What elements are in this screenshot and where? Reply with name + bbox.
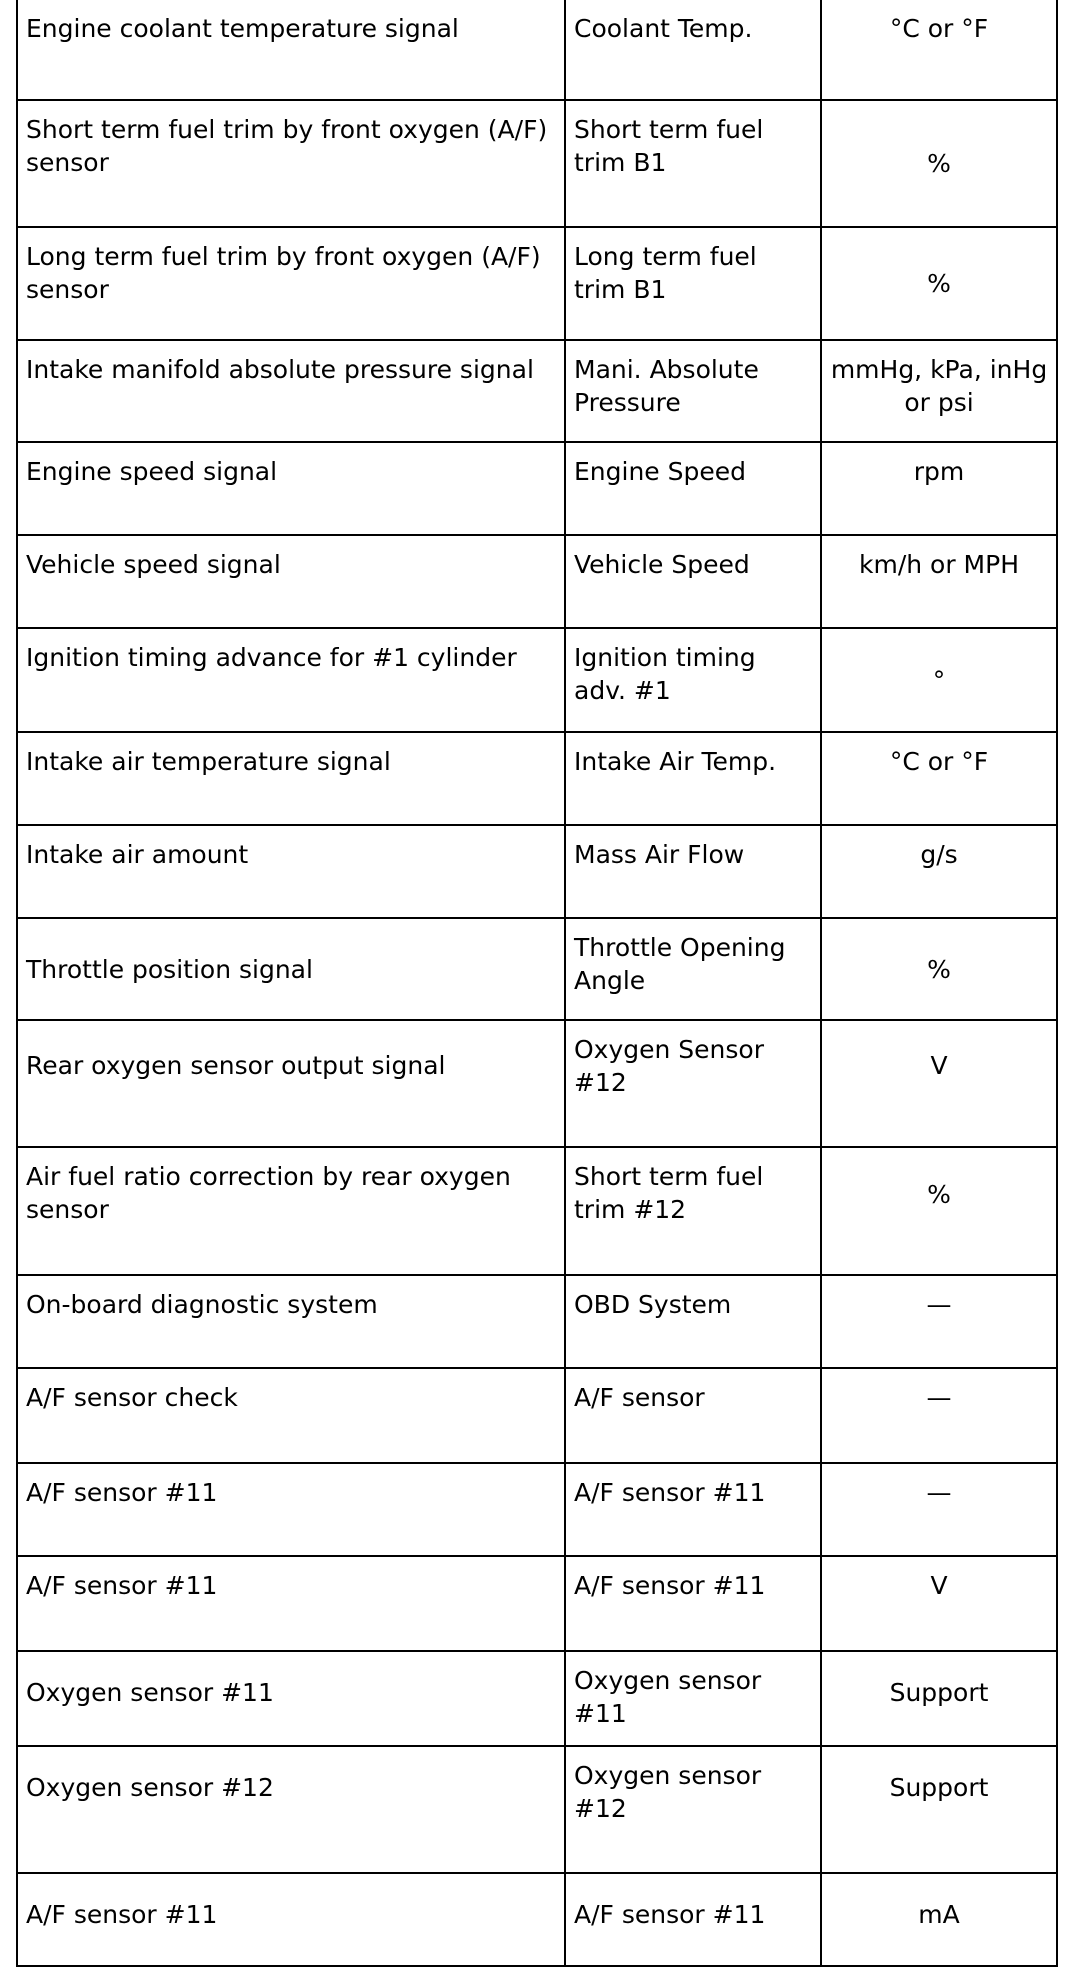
table-row	[17, 340, 1057, 442]
item-cell: Ignition timing adv. #1	[565, 628, 821, 732]
signal-cell: Oxygen sensor #12	[17, 1746, 565, 1873]
table-row	[17, 1873, 1057, 1966]
unit-cell: V	[821, 1556, 1057, 1651]
table-row	[17, 535, 1057, 628]
item-cell: Short term fuel trim B1	[565, 100, 821, 227]
table-row	[17, 442, 1057, 535]
signal-cell: A/F sensor #11	[17, 1873, 565, 1966]
table-row	[17, 1746, 1057, 1873]
unit-cell: %	[821, 918, 1057, 1020]
table-row	[17, 825, 1057, 918]
item-cell: A/F sensor	[565, 1368, 821, 1463]
unit-cell: °	[821, 628, 1057, 732]
signal-table-body	[17, 0, 1057, 1966]
unit-cell: km/h or MPH	[821, 535, 1057, 628]
signal-cell: Oxygen sensor #11	[17, 1651, 565, 1746]
table-row	[17, 100, 1057, 227]
item-cell: Engine Speed	[565, 442, 821, 535]
unit-cell: V	[821, 1020, 1057, 1147]
signal-cell: Intake air amount	[17, 825, 565, 918]
table-row	[17, 0, 1057, 100]
table-row	[17, 1651, 1057, 1746]
unit-cell: %	[821, 227, 1057, 340]
table-row	[17, 1368, 1057, 1463]
signal-cell: Intake manifold absolute pressure signal	[17, 340, 565, 442]
table-row	[17, 918, 1057, 1020]
signal-cell: A/F sensor check	[17, 1368, 565, 1463]
signal-cell: Throttle position signal	[17, 918, 565, 1020]
item-cell: Oxygen sensor #12	[565, 1746, 821, 1873]
unit-cell: %	[821, 100, 1057, 227]
table-row	[17, 1147, 1057, 1275]
item-cell: A/F sensor #11	[565, 1873, 821, 1966]
unit-cell: °C or °F	[821, 732, 1057, 825]
signal-cell: On-board diagnostic system	[17, 1275, 565, 1368]
unit-cell: %	[821, 1147, 1057, 1275]
table-row	[17, 732, 1057, 825]
table-row	[17, 1275, 1057, 1368]
signal-cell: Intake air temperature signal	[17, 732, 565, 825]
item-cell: Short term fuel trim #12	[565, 1147, 821, 1275]
item-cell: Mass Air Flow	[565, 825, 821, 918]
item-cell: Oxygen Sensor #12	[565, 1020, 821, 1147]
table-row	[17, 628, 1057, 732]
signal-cell: Engine coolant temperature signal	[17, 0, 565, 100]
unit-cell: —	[821, 1368, 1057, 1463]
unit-cell: Support	[821, 1746, 1057, 1873]
unit-cell: g/s	[821, 825, 1057, 918]
item-cell: Coolant Temp.	[565, 0, 821, 100]
signal-cell: Air fuel ratio correction by rear oxygen sensor	[17, 1147, 565, 1275]
unit-cell: Support	[821, 1651, 1057, 1746]
item-cell: Mani. Absolute Pressure	[565, 340, 821, 442]
unit-cell: rpm	[821, 442, 1057, 535]
unit-cell: °C or °F	[821, 0, 1057, 100]
unit-cell: mmHg, kPa, inHg or psi	[821, 340, 1057, 442]
item-cell: Long term fuel trim B1	[565, 227, 821, 340]
table-row	[17, 1020, 1057, 1147]
item-cell: Throttle Opening Angle	[565, 918, 821, 1020]
signal-cell: Ignition timing advance for #1 cylinder	[17, 628, 565, 732]
item-cell: Intake Air Temp.	[565, 732, 821, 825]
signal-cell: A/F sensor #11	[17, 1556, 565, 1651]
unit-cell: —	[821, 1463, 1057, 1556]
unit-cell: —	[821, 1275, 1057, 1368]
signal-cell: Vehicle speed signal	[17, 535, 565, 628]
signal-cell: Long term fuel trim by front oxygen (A/F) sensor	[17, 227, 565, 340]
item-cell: Oxygen sensor #11	[565, 1651, 821, 1746]
item-cell: Vehicle Speed	[565, 535, 821, 628]
signal-table	[16, 0, 1058, 1967]
item-cell: A/F sensor #11	[565, 1463, 821, 1556]
table-row	[17, 227, 1057, 340]
signal-cell: A/F sensor #11	[17, 1463, 565, 1556]
table-row	[17, 1556, 1057, 1651]
item-cell: A/F sensor #11	[565, 1556, 821, 1651]
signal-cell: Engine speed signal	[17, 442, 565, 535]
table-row	[17, 1463, 1057, 1556]
signal-cell: Short term fuel trim by front oxygen (A/F) sensor	[17, 100, 565, 227]
signal-cell: Rear oxygen sensor output signal	[17, 1020, 565, 1147]
unit-cell: mA	[821, 1873, 1057, 1966]
item-cell: OBD System	[565, 1275, 821, 1368]
